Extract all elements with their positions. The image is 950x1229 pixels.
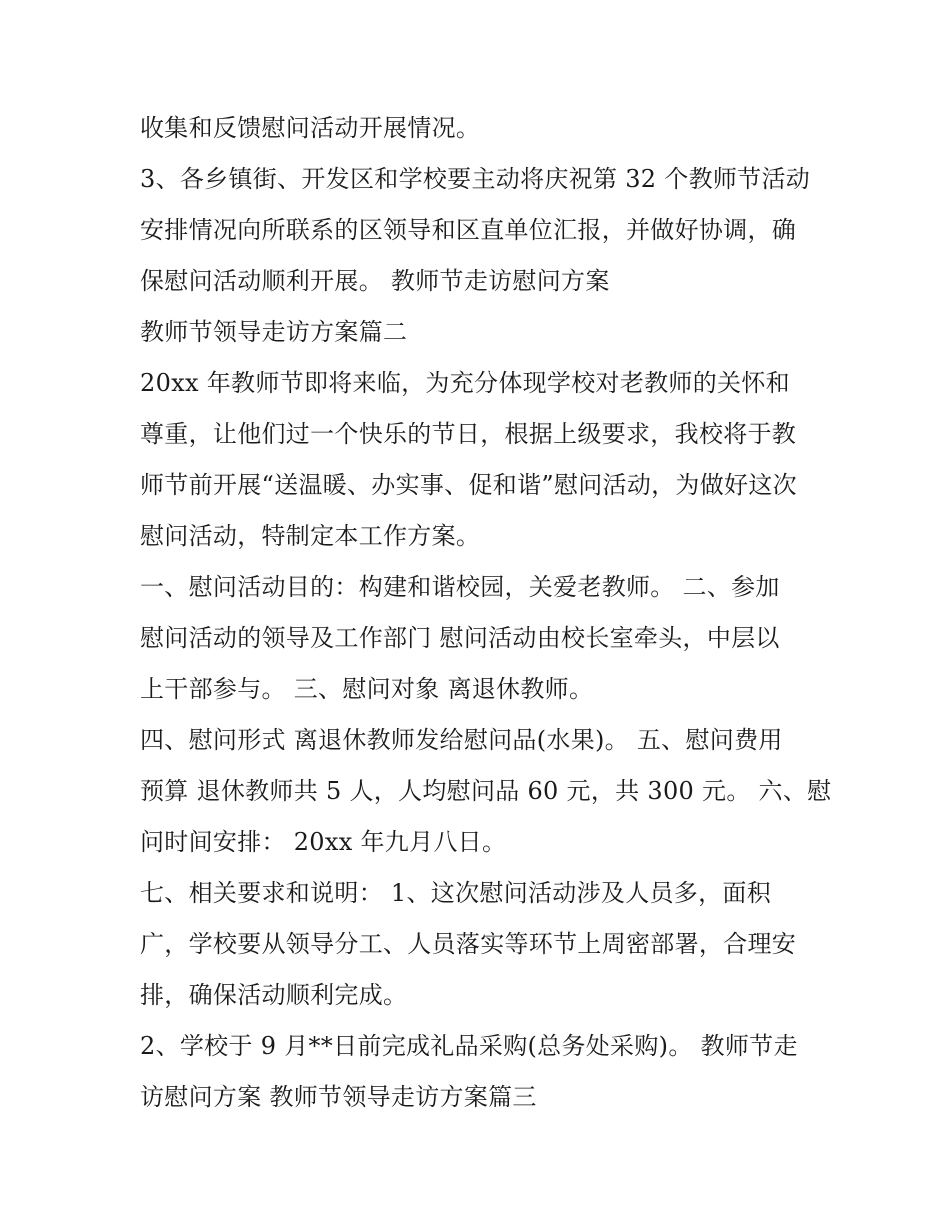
text-line: 广，学校要从领导分工、人员落实等环节上周密部署，合理安 <box>140 930 797 958</box>
text-line: 20xx 年教师节即将来临，为充分体现学校对老教师的关怀和 <box>140 369 790 397</box>
text-line: 四、慰问形式 离退休教师发给慰问品(水果)。 五、慰问费用 <box>140 726 783 754</box>
text-line: 收集和反馈慰问活动开展情况。 <box>140 114 481 142</box>
text-line: 七、相关要求和说明： 1、这次慰问活动涉及人员多，面积 <box>140 879 771 907</box>
text-line: 尊重，让他们过一个快乐的节日，根据上级要求，我校将于教 <box>140 420 797 448</box>
text-line: 保慰问活动顺利开展。 教师节走访慰问方案 <box>140 267 610 295</box>
section-heading: 教师节领导走访方案篇二 <box>140 318 408 346</box>
text-line: 排，确保活动顺利完成。 <box>140 981 408 1009</box>
text-line: 师节前开展“送温暖、办实事、促和谐”慰问活动，为做好这次 <box>140 471 797 499</box>
text-line: 慰问活动，特制定本工作方案。 <box>140 522 481 550</box>
text-line: 2、学校于 9 月**日前完成礼品采购(总务处采购)。 教师节走 <box>140 1032 798 1060</box>
text-line: 慰问活动的领导及工作部门 慰问活动由校长室牵头，中层以 <box>140 624 780 652</box>
text-line: 预算 退休教师共 5 人，人均慰问品 60 元，共 300 元。 六、慰 <box>140 777 832 805</box>
text-line: 安排情况向所联系的区领导和区直单位汇报，并做好协调，确 <box>140 216 797 244</box>
text-line: 一、慰问活动目的：构建和谐校园，关爱老教师。 二、参加 <box>140 573 780 601</box>
text-line: 3、各乡镇街、开发区和学校要主动将庆祝第 32 个教师节活动 <box>140 165 811 193</box>
text-line: 访慰问方案 教师节领导走访方案篇三 <box>140 1083 537 1111</box>
text-line: 问时间安排： 20xx 年九月八日。 <box>140 828 507 856</box>
text-line: 上干部参与。 三、慰问对象 离退休教师。 <box>140 675 594 703</box>
